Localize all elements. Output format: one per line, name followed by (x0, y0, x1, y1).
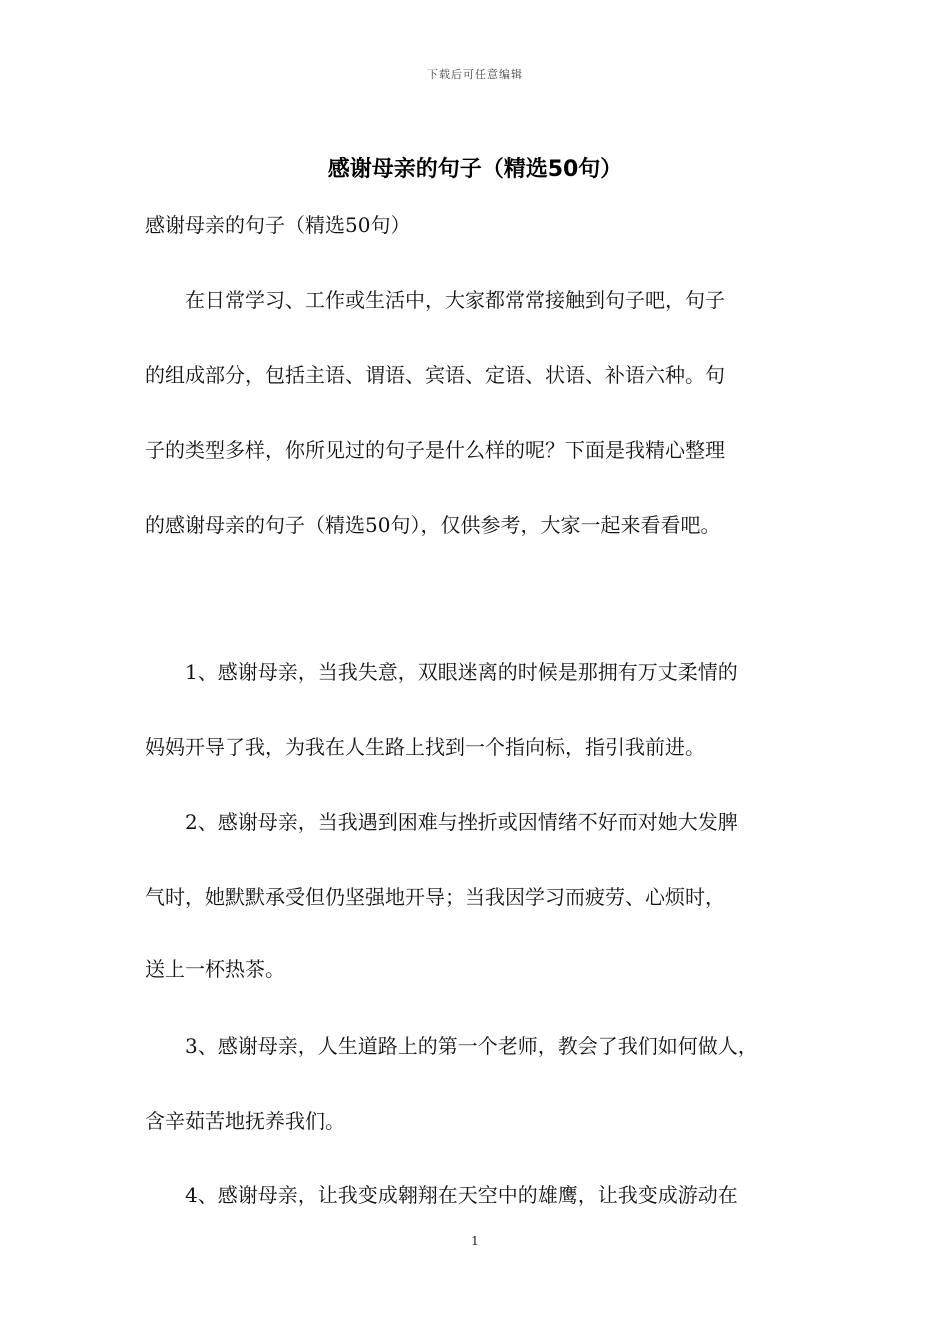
body-line: 的组成部分，包括主语、谓语、宾语、定语、状语、补语六种。句 (145, 363, 725, 387)
body-line: 1、感谢母亲，当我失意，双眼迷离的时候是那拥有万丈柔情的 (145, 660, 738, 684)
header-note: 下载后可任意编辑 (427, 68, 523, 81)
page-number: 1 (471, 1234, 479, 1248)
body-line: 在日常学习、工作或生活中，大家都常常接触到句子吧，句子 (145, 288, 725, 312)
subtitle-line: 感谢母亲的句子（精选50句） (145, 213, 411, 237)
body-line: 3、感谢母亲，人生道路上的第一个老师，教会了我们如何做人， (145, 1034, 758, 1058)
body-line: 送上一杯热茶。 (145, 957, 285, 981)
body-line: 气时，她默默承受但仍坚强地开导；当我因学习而疲劳、心烦时， (145, 885, 725, 909)
body-line: 2、感谢母亲，当我遇到困难与挫折或因情绪不好而对她大发脾 (145, 810, 738, 834)
body-line: 子的类型多样，你所见过的句子是什么样的呢？下面是我精心整理 (145, 438, 725, 462)
body-line: 妈妈开导了我，为我在人生路上找到一个指向标，指引我前进。 (145, 735, 705, 759)
body-line: 4、感谢母亲，让我变成翱翔在天空中的雄鹰，让我变成游动在 (145, 1183, 738, 1207)
document-title: 感谢母亲的句子（精选50句） (327, 157, 623, 182)
body-line: 的感谢母亲的句子（精选50句），仅供参考，大家一起来看看吧。 (145, 513, 721, 537)
body-line: 含辛茹苦地抚养我们。 (145, 1109, 345, 1133)
